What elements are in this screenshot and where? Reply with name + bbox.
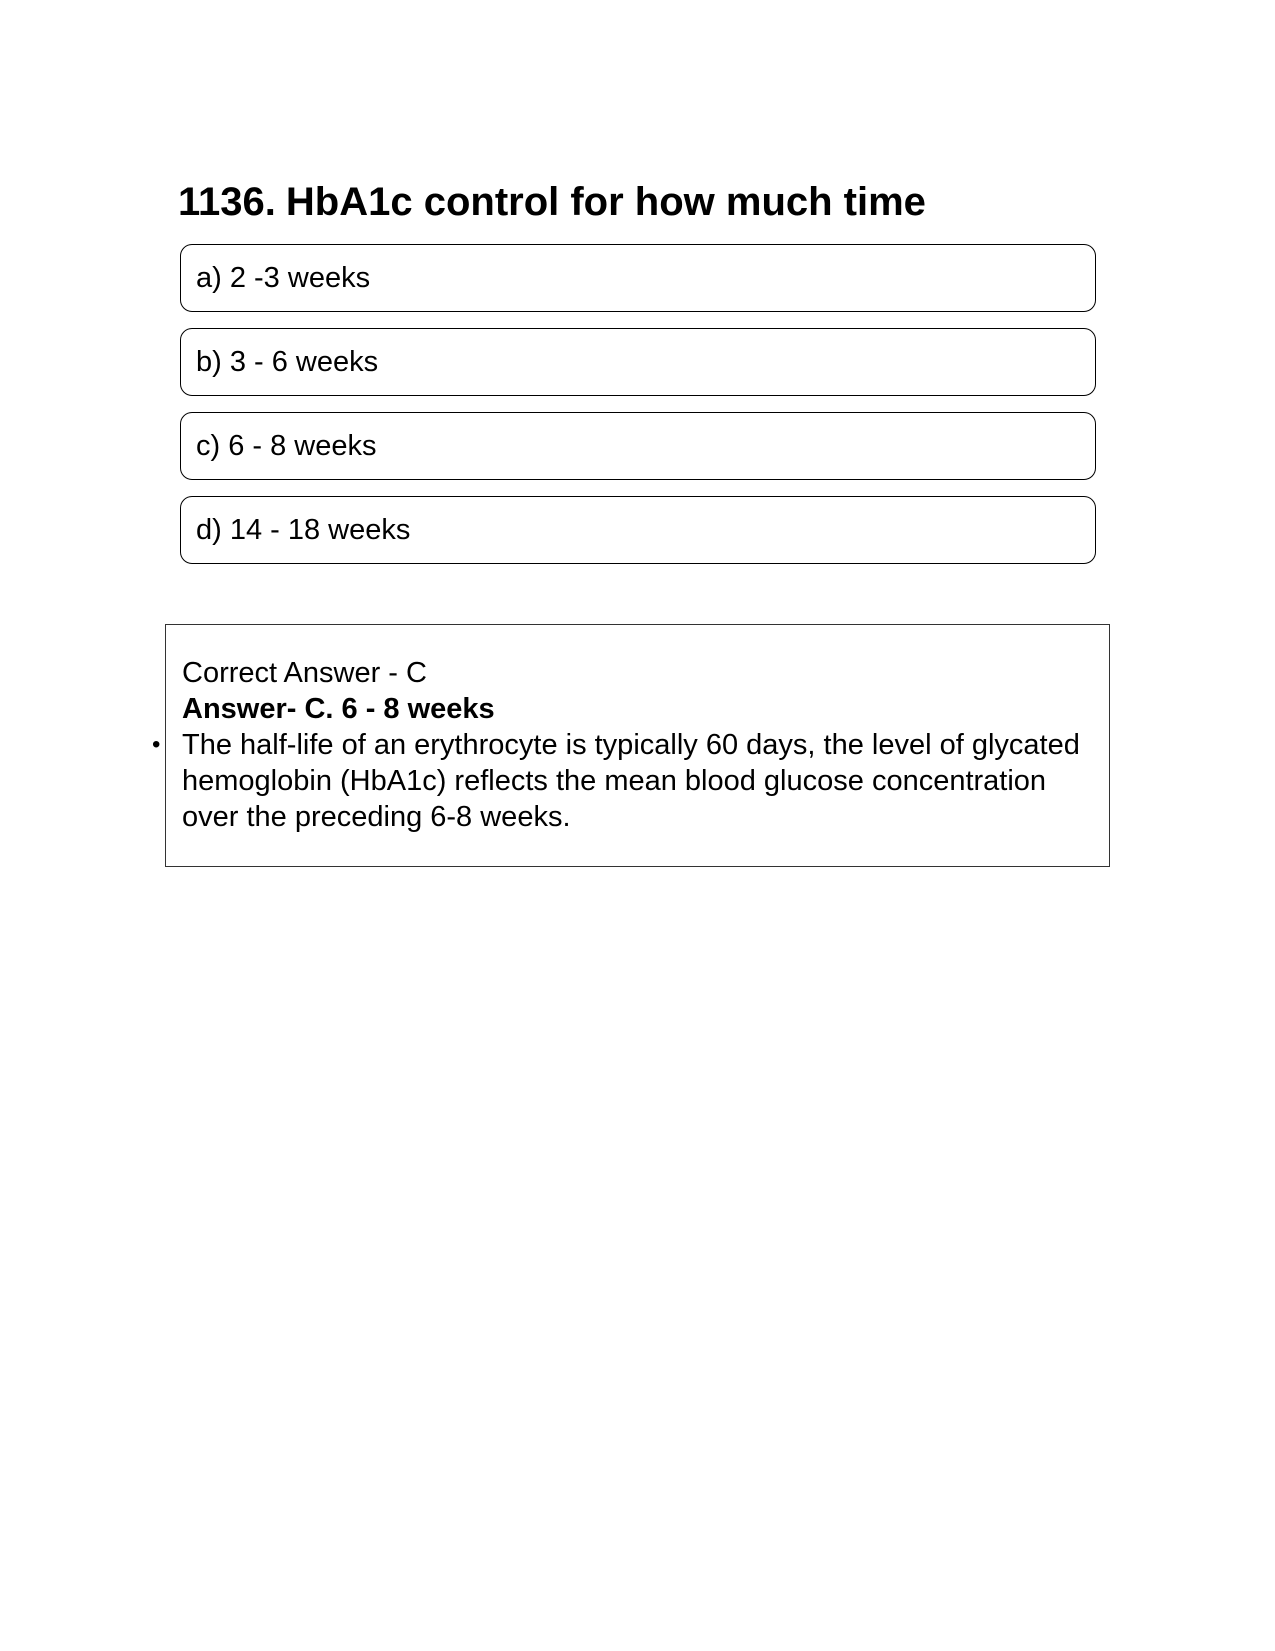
option-d-label: d) 14 - 18 weeks bbox=[196, 513, 411, 546]
correct-answer: Correct Answer - C bbox=[182, 657, 427, 689]
answer-heading: Answer- C. 6 - 8 weeks bbox=[182, 693, 495, 725]
answer-box bbox=[152, 624, 1110, 867]
question-number: 1136. bbox=[178, 180, 276, 224]
question-title bbox=[178, 176, 926, 228]
explanation-text: The half-life of an erythrocyte is typically 60 days, the level of glycated hemoglobin (HbA1c) reflects the mean blood glucose concentration over the preceding 6-8 weeks. bbox=[182, 729, 1080, 833]
option-d[interactable] bbox=[180, 496, 1096, 564]
explanation bbox=[152, 727, 1109, 835]
option-a[interactable] bbox=[180, 244, 1096, 312]
option-a-label: a) 2 -3 weeks bbox=[196, 261, 371, 294]
option-c-label: c) 6 - 8 weeks bbox=[196, 429, 377, 462]
question-text: HbA1c control for how much time bbox=[285, 180, 926, 224]
option-b[interactable] bbox=[180, 328, 1096, 396]
options-list bbox=[180, 244, 1096, 580]
option-b-label: b) 3 - 6 weeks bbox=[196, 345, 379, 378]
bullet-icon: • bbox=[152, 731, 161, 758]
option-c[interactable] bbox=[180, 412, 1096, 480]
